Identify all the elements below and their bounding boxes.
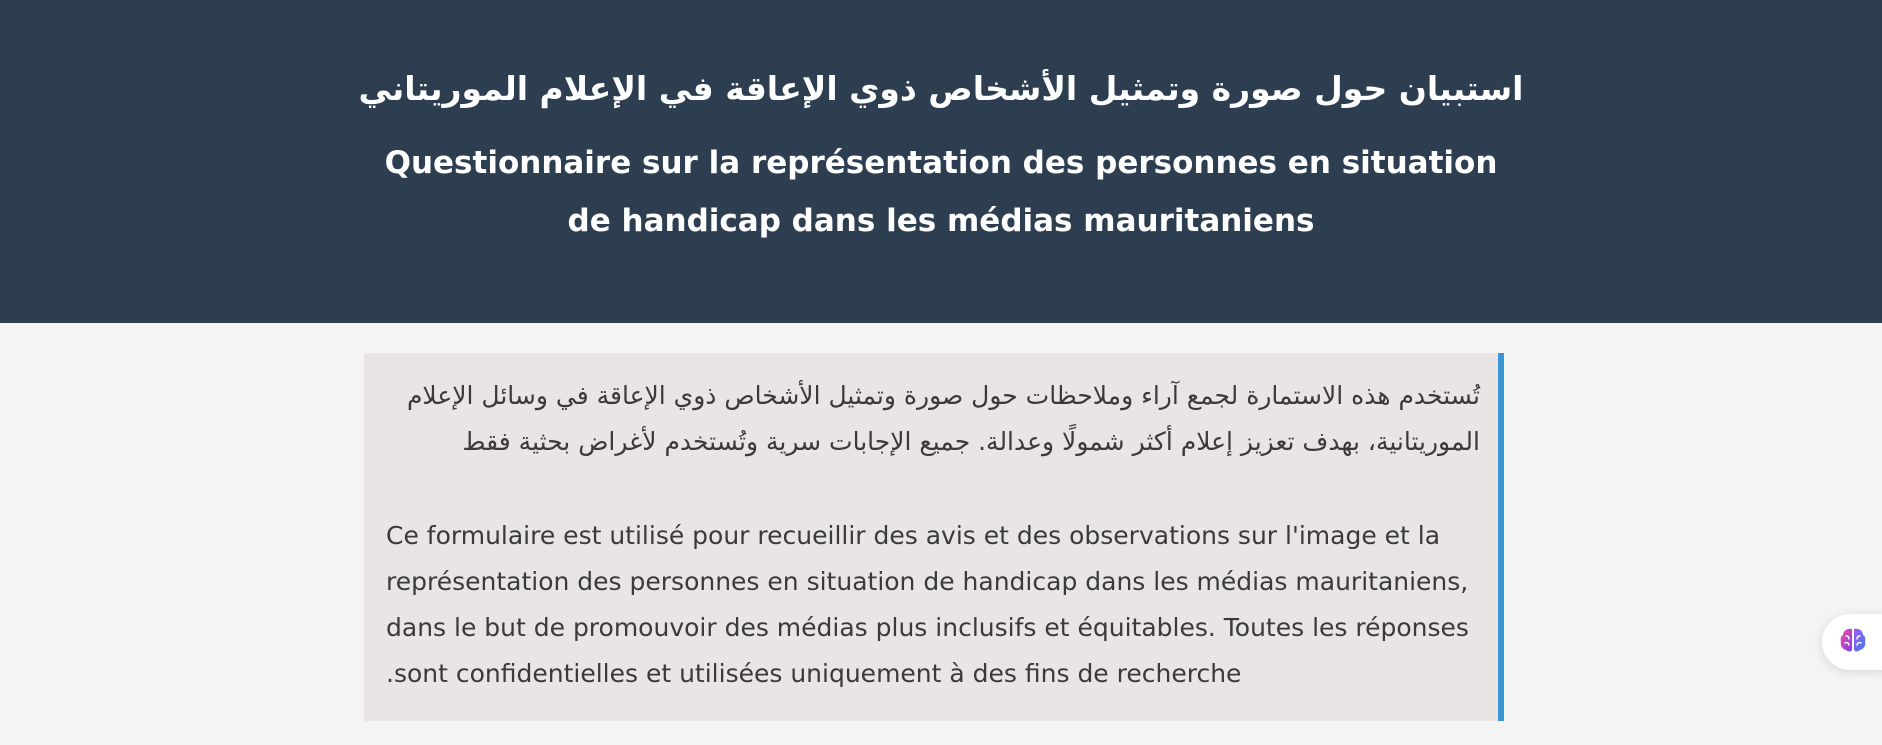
ai-assistant-button[interactable]: [1822, 614, 1882, 670]
brain-icon: [1838, 625, 1868, 659]
page-title-arabic: استبيان حول صورة وتمثيل الأشخاص ذوي الإعاقة في الإعلام الموريتاني: [358, 69, 1524, 108]
intro-card: [364, 353, 1504, 721]
intro-text-french: Ce formulaire est utilisé pour recueillir des avis et des observations sur l'image et la représentation des personnes en situation de handicap dans les médias mauritaniens, dans le but de promouvoir des médias plus inclusifs et équitables. Toutes les réponses .sont confidentielles et utilisées uniquement à des fins de recherche: [386, 521, 1469, 688]
page-header: [0, 0, 1882, 323]
intro-text-arabic: تُستخدم هذه الاستمارة لجمع آراء وملاحظات حول صورة وتمثيل الأشخاص ذوي الإعاقة في وسائل الإعلام الموريتانية، بهدف تعزيز إعلام أكثر شمولًا وعدالة. جميع الإجابات سرية وتُستخدم لأغراض بحثية فقط: [406, 381, 1480, 456]
page-title-french: Questionnaire sur la représentation des personnes en situation de handicap dans les médias mauritaniens: [384, 145, 1498, 239]
